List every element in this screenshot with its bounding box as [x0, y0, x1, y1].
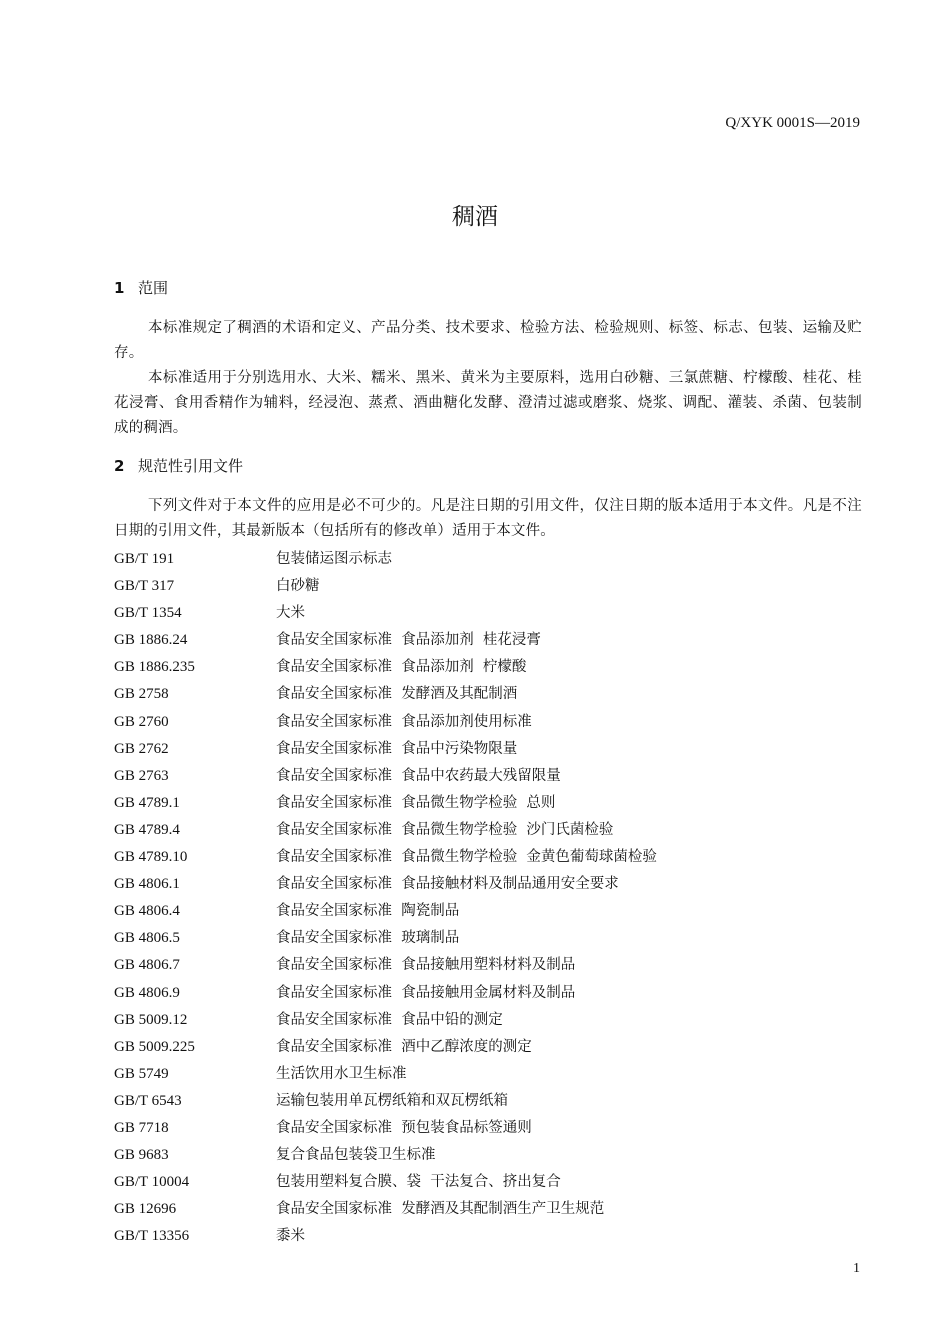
section-heading-scope: [114, 277, 862, 299]
reference-code: GB 1886.235: [114, 659, 195, 676]
reference-title: 食品安全国家标准 食品添加剂使用标准: [276, 713, 532, 730]
reference-title: 大米: [276, 605, 305, 622]
reference-row: [114, 709, 862, 736]
reference-code: GB 2762: [114, 740, 169, 757]
page-number: 1: [853, 1261, 860, 1276]
reference-code: GB 12696: [114, 1201, 177, 1218]
reference-code: GB 5009.225: [114, 1038, 195, 1055]
reference-code: GB 5009.12: [114, 1011, 188, 1028]
reference-title: 包装用塑料复合膜、袋 干法复合、挤出复合: [276, 1174, 561, 1191]
reference-code: GB 2758: [114, 686, 169, 703]
reference-title: 生活饮用水卫生标准: [276, 1065, 407, 1082]
reference-row: [114, 1169, 862, 1196]
reference-title: 食品安全国家标准 食品中铅的测定: [276, 1011, 503, 1028]
reference-row: [114, 925, 862, 952]
reference-code: GB 1886.24: [114, 632, 188, 649]
reference-row: [114, 1196, 862, 1223]
reference-row: [114, 1007, 862, 1034]
reference-row: [114, 1088, 862, 1115]
reference-title: 食品安全国家标准 发酵酒及其配制酒生产卫生规范: [276, 1201, 605, 1218]
reference-row: [114, 898, 862, 925]
reference-code: GB 4806.5: [114, 930, 180, 947]
reference-title: 包装储运图示标志: [276, 551, 392, 567]
reference-code: GB 2763: [114, 767, 169, 784]
reference-row: [114, 1061, 862, 1088]
reference-title: 复合食品包装袋卫生标准: [276, 1147, 436, 1164]
reference-code: GB/T 10004: [114, 1174, 190, 1191]
reference-row: [114, 871, 862, 898]
reference-code: GB/T 317: [114, 578, 175, 595]
reference-code: GB 9683: [114, 1147, 169, 1164]
section-number: 2: [114, 457, 125, 475]
reference-row: [114, 1115, 862, 1142]
reference-title: 食品安全国家标准 预包装食品标签通则: [276, 1119, 532, 1136]
section-heading-references: [114, 455, 862, 477]
reference-code: GB/T 191: [114, 551, 175, 567]
section-number: 1: [114, 279, 125, 297]
reference-code: GB 4806.7: [114, 957, 180, 974]
reference-title: 食品安全国家标准 食品接触材料及制品通用安全要求: [276, 876, 619, 893]
reference-row: [114, 844, 862, 871]
reference-code: GB 4789.10: [114, 849, 188, 866]
reference-code: GB 4806.9: [114, 984, 180, 1001]
reference-code: GB 4806.1: [114, 876, 180, 893]
reference-row: [114, 627, 862, 654]
reference-title: 运输包装用单瓦楞纸箱和双瓦楞纸箱: [276, 1092, 508, 1109]
reference-row: [114, 573, 862, 600]
reference-row: [114, 600, 862, 627]
reference-title: 白砂糖: [276, 578, 320, 595]
reference-title: 食品安全国家标准 食品接触用金属材料及制品: [276, 984, 576, 1001]
reference-title: 食品安全国家标准 食品微生物学检验 总则: [276, 794, 556, 811]
reference-title: 食品安全国家标准 食品中农药最大残留限量: [276, 767, 561, 784]
reference-title: 食品安全国家标准 食品添加剂 桂花浸膏: [276, 632, 541, 649]
reference-row: [114, 763, 862, 790]
reference-row: [114, 790, 862, 817]
reference-row: [114, 1034, 862, 1061]
reference-row: [114, 736, 862, 763]
reference-row: [114, 1142, 862, 1169]
reference-code: GB 2760: [114, 713, 169, 730]
reference-code: GB/T 6543: [114, 1092, 182, 1109]
reference-row: [114, 1223, 862, 1250]
reference-title: 食品安全国家标准 食品中污染物限量: [276, 740, 518, 757]
reference-code: GB/T 13356: [114, 1228, 190, 1245]
section-title: 范围: [138, 279, 169, 297]
reference-title: 食品安全国家标准 玻璃制品: [276, 930, 460, 947]
reference-title: 黍米: [276, 1228, 305, 1245]
reference-title: 食品安全国家标准 食品微生物学检验 沙门氏菌检验: [276, 821, 614, 838]
references-intro: 下列文件对于本文件的应用是必不可少的。凡是注日期的引用文件，仅注日期的版本适用于本文件。凡是不注日期的引用文件，其最新版本（包括所有的修改单）适用于本文件。: [114, 498, 862, 539]
reference-title: 食品安全国家标准 食品微生物学检验 金黄色葡萄球菌检验: [276, 849, 657, 866]
reference-row: [114, 952, 862, 979]
reference-code: GB 7718: [114, 1119, 169, 1136]
reference-title: 食品安全国家标准 酒中乙醇浓度的测定: [276, 1038, 532, 1055]
scope-paragraph: 本标准规定了稠酒的术语和定义、产品分类、技术要求、检验方法、检验规则、标签、标志、包装、运输及贮存。: [114, 320, 862, 361]
document-title: 稠酒: [452, 204, 498, 230]
document-body: [114, 277, 862, 1250]
scope-paragraph: 本标准适用于分别选用水、大米、糯米、黑米、黄米为主要原料，选用白砂糖、三氯蔗糖、柠檬酸、桂花、桂花浸膏、食用香精作为辅料，经浸泡、蒸煮、酒曲糖化发酵、澄清过滤或磨浆、烧浆、调配、灌装、杀菌、包装制成的稠酒。: [114, 370, 862, 436]
reference-title: 食品安全国家标准 食品添加剂 柠檬酸: [276, 659, 527, 676]
reference-row: [114, 681, 862, 708]
document-code: Q/XYK 0001S—2019: [725, 115, 860, 131]
reference-row: [114, 654, 862, 681]
reference-row: [114, 546, 862, 573]
reference-title: 食品安全国家标准 食品接触用塑料材料及制品: [276, 957, 576, 974]
reference-code: GB 4789.4: [114, 821, 180, 838]
section-title: 规范性引用文件: [138, 457, 244, 475]
reference-code: GB 4789.1: [114, 794, 180, 811]
reference-code: GB/T 1354: [114, 605, 182, 622]
reference-code: GB 5749: [114, 1065, 169, 1082]
reference-code: GB 4806.4: [114, 903, 180, 920]
reference-row: [114, 817, 862, 844]
reference-row: [114, 980, 862, 1007]
reference-list: [114, 546, 862, 1250]
reference-title: 食品安全国家标准 发酵酒及其配制酒: [276, 686, 518, 703]
reference-title: 食品安全国家标准 陶瓷制品: [276, 903, 460, 920]
